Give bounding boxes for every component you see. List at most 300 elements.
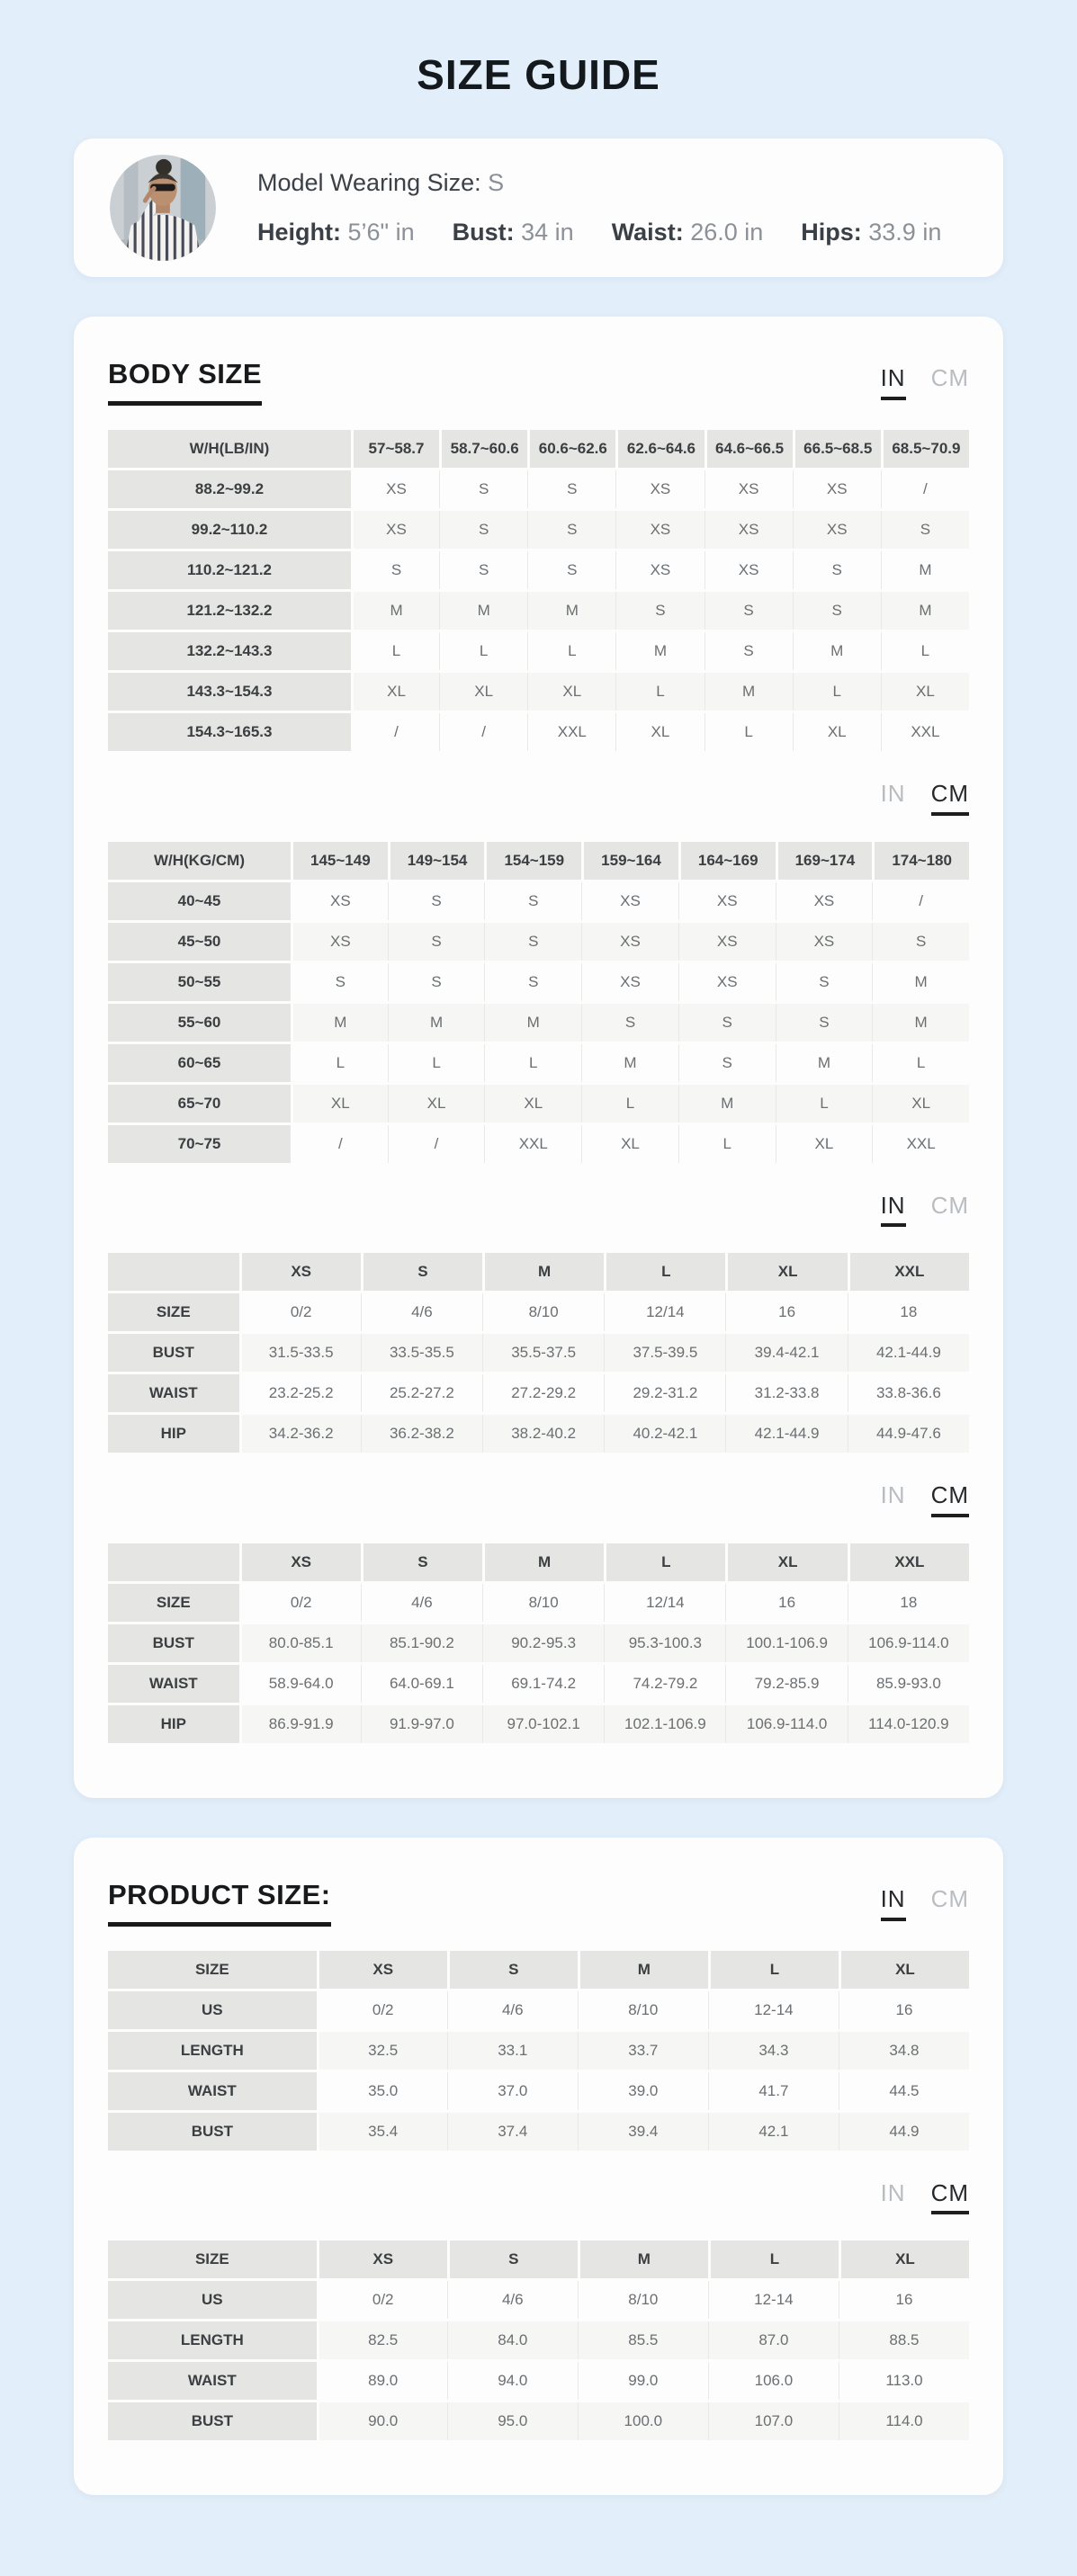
row-label-cell: WAIST (108, 1665, 239, 1703)
size-table (108, 427, 969, 754)
table-cell: 102.1-106.9 (604, 1705, 725, 1743)
table-cell: S (881, 511, 969, 549)
table-header-cell: 68.5~70.9 (881, 430, 969, 468)
table-cell: XL (793, 713, 881, 751)
table-cell: M (881, 551, 969, 589)
table-cell: 100.1-106.9 (725, 1624, 847, 1662)
table-cell: 69.1-74.2 (482, 1665, 604, 1703)
table-header-cell: L (708, 2241, 839, 2278)
table-cell: S (388, 963, 485, 1001)
product-size-title: PRODUCT SIZE: (108, 1879, 331, 1927)
table-cell: L (678, 1125, 776, 1163)
table-header-row (108, 842, 969, 880)
table-corner-cell (108, 1543, 239, 1581)
table-cell: XS (581, 882, 678, 920)
unit-toggle-row (108, 1193, 969, 1233)
table-header-cell: 64.6~66.5 (705, 430, 793, 468)
table-cell: S (439, 470, 527, 508)
table-cell: 31.2-33.8 (725, 1374, 847, 1412)
model-photo (110, 155, 216, 261)
stat-value: 5’6" in (340, 219, 415, 246)
table-cell: XS (291, 923, 388, 961)
row-label-cell: 40~45 (108, 882, 291, 920)
table-cell: 37.0 (447, 2072, 578, 2110)
stat-label: Bust: (452, 219, 515, 246)
table-cell: 89.0 (317, 2362, 447, 2400)
table-cell: 106.9-114.0 (725, 1705, 847, 1743)
unit-toggle-in[interactable]: IN (881, 1193, 906, 1228)
table-cell: XL (291, 1085, 388, 1123)
table-header-cell: 62.6~64.6 (615, 430, 704, 468)
unit-toggle-cm[interactable]: CM (931, 781, 969, 816)
table-cell: 87.0 (708, 2321, 839, 2359)
unit-toggle (881, 1886, 969, 1921)
table-cell: 44.9-47.6 (848, 1415, 969, 1453)
table-cell: S (705, 632, 793, 670)
table-cell: 8/10 (578, 2281, 708, 2319)
table-header-cell: XL (725, 1543, 847, 1581)
table-cell: XL (439, 673, 527, 711)
table-cell: 44.5 (839, 2072, 969, 2110)
table-cell: XS (615, 511, 704, 549)
unit-toggle (881, 365, 969, 400)
table-cell: 100.0 (578, 2402, 708, 2440)
table-row (108, 1334, 969, 1372)
table-cell: 33.7 (578, 2032, 708, 2070)
row-label-cell: 55~60 (108, 1004, 291, 1042)
table-cell: L (793, 673, 881, 711)
row-label-cell: LENGTH (108, 2321, 317, 2359)
table-cell: XS (793, 511, 881, 549)
table-row (108, 470, 969, 508)
row-label-cell: HIP (108, 1415, 239, 1453)
table-cell: S (484, 923, 581, 961)
table-cell: M (872, 963, 969, 1001)
table-cell: S (484, 882, 581, 920)
table-corner-cell: W/H(LB/IN) (108, 430, 351, 468)
table-header-cell: 58.7~60.6 (439, 430, 527, 468)
table-cell: 99.0 (578, 2362, 708, 2400)
table-cell: M (351, 592, 439, 630)
table-header-row (108, 1253, 969, 1291)
table-cell: / (388, 1125, 485, 1163)
table-cell: XS (351, 470, 439, 508)
table-header-cell: S (447, 1951, 578, 1989)
table-header-cell: S (361, 1543, 482, 1581)
table-header-cell: XS (239, 1253, 361, 1291)
unit-toggle (881, 1482, 969, 1517)
model-info-card (74, 139, 1003, 277)
table-row (108, 1374, 969, 1412)
table-cell: S (678, 1044, 776, 1082)
table-cell: 0/2 (239, 1584, 361, 1622)
table-header-cell: 164~169 (678, 842, 776, 880)
row-label-cell: WAIST (108, 2362, 317, 2400)
size-table (108, 2238, 969, 2443)
table-cell: 35.5-37.5 (482, 1334, 604, 1372)
model-wearing-size (257, 169, 941, 197)
table-cell: S (388, 882, 485, 920)
table-cell: L (527, 632, 615, 670)
body-size-first-toggle-slot (881, 365, 969, 406)
table-header-row (108, 1543, 969, 1581)
unit-toggle (881, 1193, 969, 1228)
table-cell: 33.1 (447, 2032, 578, 2070)
stat-label: Hips: (801, 219, 862, 246)
table-cell: / (872, 882, 969, 920)
table-cell: 44.9 (839, 2113, 969, 2151)
table-cell: XS (776, 882, 873, 920)
table-cell: 94.0 (447, 2362, 578, 2400)
table-row (108, 2032, 969, 2070)
row-label-cell: 60~65 (108, 1044, 291, 1082)
row-label-cell: LENGTH (108, 2032, 317, 2070)
row-label-cell: 110.2~121.2 (108, 551, 351, 589)
table-header-cell: L (708, 1951, 839, 1989)
table-cell: L (439, 632, 527, 670)
table-row (108, 2402, 969, 2440)
row-label-cell: 65~70 (108, 1085, 291, 1123)
row-label-cell: 121.2~132.2 (108, 592, 351, 630)
table-cell: XS (793, 470, 881, 508)
table-cell: 37.4 (447, 2113, 578, 2151)
table-cell: 41.7 (708, 2072, 839, 2110)
table-header-cell: 154~159 (484, 842, 581, 880)
model-avatar (110, 155, 216, 261)
table-row (108, 1415, 969, 1453)
table-cell: 114.0-120.9 (848, 1705, 969, 1743)
table-cell: S (527, 511, 615, 549)
table-row (108, 963, 969, 1001)
table-header-cell: 57~58.7 (351, 430, 439, 468)
unit-toggle-in[interactable]: IN (880, 2178, 906, 2206)
table-cell: XXL (527, 713, 615, 751)
table-cell: S (527, 470, 615, 508)
table-cell: L (615, 673, 704, 711)
table-cell: 86.9-91.9 (239, 1705, 361, 1743)
table-row (108, 592, 969, 630)
table-cell: XL (351, 673, 439, 711)
table-cell: XL (484, 1085, 581, 1123)
size-table (108, 1250, 969, 1455)
row-label-cell: WAIST (108, 2072, 317, 2110)
table-row (108, 1004, 969, 1042)
table-row (108, 632, 969, 670)
table-cell: 8/10 (482, 1293, 604, 1331)
row-label-cell: 99.2~110.2 (108, 511, 351, 549)
unit-toggle-cm[interactable]: CM (930, 1885, 969, 1913)
table-cell: 18 (848, 1584, 969, 1622)
table-cell: S (484, 963, 581, 1001)
table-cell: 64.0-69.1 (361, 1665, 482, 1703)
table-cell: 27.2-29.2 (482, 1374, 604, 1412)
table-cell: 12/14 (604, 1293, 725, 1331)
table-cell: M (705, 673, 793, 711)
table-cell: XL (581, 1125, 678, 1163)
table-cell: M (881, 592, 969, 630)
size-table (108, 1541, 969, 1746)
table-cell: 95.3-100.3 (604, 1624, 725, 1662)
table-cell: S (439, 551, 527, 589)
table-cell: 4/6 (447, 1991, 578, 2029)
row-label-cell: SIZE (108, 1584, 239, 1622)
table-cell: 95.0 (447, 2402, 578, 2440)
table-header-cell: 66.5~68.5 (793, 430, 881, 468)
table-cell: 16 (725, 1584, 847, 1622)
table-header-cell: L (604, 1543, 725, 1581)
table-cell: 16 (725, 1293, 847, 1331)
row-label-cell: 88.2~99.2 (108, 470, 351, 508)
table-cell: M (388, 1004, 485, 1042)
table-row (108, 923, 969, 961)
size-table (108, 839, 969, 1166)
table-cell: 39.0 (578, 2072, 708, 2110)
unit-toggle (881, 2180, 969, 2215)
table-cell: S (776, 1004, 873, 1042)
table-cell: 90.2-95.3 (482, 1624, 604, 1662)
table-cell: S (793, 551, 881, 589)
table-cell: M (581, 1044, 678, 1082)
table-row (108, 1705, 969, 1743)
table-cell: XS (615, 470, 704, 508)
table-cell: 74.2-79.2 (604, 1665, 725, 1703)
unit-toggle-cm[interactable]: CM (931, 2180, 969, 2215)
table-cell: 40.2-42.1 (604, 1415, 725, 1453)
table-cell: 106.9-114.0 (848, 1624, 969, 1662)
table-cell: 85.9-93.0 (848, 1665, 969, 1703)
table-cell: XL (872, 1085, 969, 1123)
body-size-header (108, 358, 969, 406)
stat-value: 33.9 in (861, 219, 942, 246)
table-cell: 85.5 (578, 2321, 708, 2359)
table-cell: M (291, 1004, 388, 1042)
wearing-size-value: S (488, 169, 505, 196)
table-cell: 79.2-85.9 (725, 1665, 847, 1703)
table-cell: 88.5 (839, 2321, 969, 2359)
table-cell: S (872, 923, 969, 961)
table-cell: L (776, 1085, 873, 1123)
table-header-cell: XXL (848, 1543, 969, 1581)
row-label-cell: 132.2~143.3 (108, 632, 351, 670)
table-header-cell: XL (839, 1951, 969, 1989)
product-size-first-toggle-slot (881, 1886, 969, 1927)
table-cell: 85.1-90.2 (361, 1624, 482, 1662)
table-cell: L (351, 632, 439, 670)
table-cell: 29.2-31.2 (604, 1374, 725, 1412)
table-cell: 37.5-39.5 (604, 1334, 725, 1372)
table-cell: 80.0-85.1 (239, 1624, 361, 1662)
table-cell: XL (615, 713, 704, 751)
table-cell: 32.5 (317, 2032, 447, 2070)
table-cell: L (881, 632, 969, 670)
table-cell: XXL (872, 1125, 969, 1163)
table-cell: 107.0 (708, 2402, 839, 2440)
table-row (108, 1665, 969, 1703)
table-header-cell: 159~164 (581, 842, 678, 880)
stat-label: Height: (257, 219, 341, 246)
table-row (108, 2072, 969, 2110)
table-cell: XL (527, 673, 615, 711)
table-cell: XS (678, 963, 776, 1001)
table-corner-cell (108, 1253, 239, 1291)
table-cell: 0/2 (317, 2281, 447, 2319)
body-size-tables (108, 427, 969, 1746)
row-label-cell: BUST (108, 2113, 317, 2151)
table-row (108, 2113, 969, 2151)
table-cell: / (351, 713, 439, 751)
row-label-cell: BUST (108, 1624, 239, 1662)
table-header-cell: XS (317, 1951, 447, 1989)
model-info-text (257, 169, 941, 246)
table-header-cell: M (482, 1543, 604, 1581)
table-row (108, 713, 969, 751)
table-header-cell: S (361, 1253, 482, 1291)
table-header-cell: S (447, 2241, 578, 2278)
table-cell: XS (615, 551, 704, 589)
model-measurements (257, 219, 941, 246)
table-header-cell: XXL (848, 1253, 969, 1291)
product-size-header (108, 1879, 969, 1927)
table-row (108, 1125, 969, 1163)
unit-toggle-cm[interactable]: CM (931, 1482, 969, 1517)
table-cell: M (615, 632, 704, 670)
table-cell: XS (678, 882, 776, 920)
table-cell: 4/6 (447, 2281, 578, 2319)
table-cell: 34.8 (839, 2032, 969, 2070)
table-cell: 12/14 (604, 1584, 725, 1622)
table-cell: XXL (881, 713, 969, 751)
table-cell: 25.2-27.2 (361, 1374, 482, 1412)
unit-toggle-row (108, 781, 969, 821)
table-cell: XS (581, 963, 678, 1001)
stat-value: 34 in (514, 219, 574, 246)
table-cell: XS (678, 923, 776, 961)
table-row (108, 511, 969, 549)
table-cell: 12-14 (708, 1991, 839, 2029)
table-cell: XXL (484, 1125, 581, 1163)
table-cell: / (881, 470, 969, 508)
table-cell: S (678, 1004, 776, 1042)
table-cell: XS (705, 511, 793, 549)
product-size-tables (108, 1948, 969, 2444)
table-cell: S (581, 1004, 678, 1042)
table-header-cell: XL (839, 2241, 969, 2278)
table-cell: 31.5-33.5 (239, 1334, 361, 1372)
stat-value: 26.0 in (683, 219, 764, 246)
table-cell: 38.2-40.2 (482, 1415, 604, 1453)
row-label-cell: BUST (108, 2402, 317, 2440)
table-cell: 106.0 (708, 2362, 839, 2400)
table-header-row (108, 1951, 969, 1989)
table-cell: M (776, 1044, 873, 1082)
table-cell: XL (776, 1125, 873, 1163)
table-row (108, 1991, 969, 2029)
unit-toggle-in[interactable]: IN (880, 1481, 906, 1509)
wearing-size-label: Model Wearing Size: (257, 169, 481, 196)
table-cell: M (678, 1085, 776, 1123)
unit-toggle-in[interactable]: IN (881, 365, 906, 400)
unit-toggle-cm[interactable]: CM (930, 1191, 969, 1219)
unit-toggle (881, 781, 969, 816)
model-stat (453, 219, 574, 246)
unit-toggle-in[interactable]: IN (880, 780, 906, 807)
table-cell: S (776, 963, 873, 1001)
model-stat (612, 219, 764, 246)
table-cell: M (484, 1004, 581, 1042)
table-row (108, 551, 969, 589)
table-cell: 0/2 (317, 1991, 447, 2029)
table-cell: L (484, 1044, 581, 1082)
table-row (108, 1085, 969, 1123)
table-header-cell: 145~149 (291, 842, 388, 880)
row-label-cell: 70~75 (108, 1125, 291, 1163)
row-label-cell: 50~55 (108, 963, 291, 1001)
table-header-cell: M (482, 1253, 604, 1291)
model-stat (257, 219, 415, 246)
unit-toggle-in[interactable]: IN (881, 1886, 906, 1921)
product-size-card (74, 1838, 1003, 2496)
table-header-cell: XS (317, 2241, 447, 2278)
table-cell: L (581, 1085, 678, 1123)
row-label-cell: US (108, 2281, 317, 2319)
table-cell: 4/6 (361, 1584, 482, 1622)
table-cell: / (439, 713, 527, 751)
table-cell: S (351, 551, 439, 589)
table-cell: 42.1-44.9 (725, 1415, 847, 1453)
table-corner-cell: SIZE (108, 1951, 317, 1989)
table-cell: S (615, 592, 704, 630)
table-cell: XS (776, 923, 873, 961)
table-cell: 113.0 (839, 2362, 969, 2400)
unit-toggle-cm[interactable]: CM (930, 364, 969, 392)
table-cell: M (527, 592, 615, 630)
table-cell: 90.0 (317, 2402, 447, 2440)
table-cell: 36.2-38.2 (361, 1415, 482, 1453)
table-cell: XL (881, 673, 969, 711)
model-stat (801, 219, 941, 246)
table-cell: S (793, 592, 881, 630)
table-row (108, 1293, 969, 1331)
row-label-cell: 154.3~165.3 (108, 713, 351, 751)
table-cell: 16 (839, 2281, 969, 2319)
row-label-cell: HIP (108, 1705, 239, 1743)
table-corner-cell: SIZE (108, 2241, 317, 2278)
table-cell: 33.5-35.5 (361, 1334, 482, 1372)
table-row (108, 1584, 969, 1622)
table-row (108, 2362, 969, 2400)
table-header-cell: 60.6~62.6 (527, 430, 615, 468)
table-cell: 34.3 (708, 2032, 839, 2070)
table-cell: M (872, 1004, 969, 1042)
body-size-title: BODY SIZE (108, 358, 262, 406)
table-cell: / (291, 1125, 388, 1163)
table-cell: 23.2-25.2 (239, 1374, 361, 1412)
table-cell: M (793, 632, 881, 670)
table-cell: 35.0 (317, 2072, 447, 2110)
table-cell: XS (705, 470, 793, 508)
table-cell: M (439, 592, 527, 630)
table-cell: L (872, 1044, 969, 1082)
table-header-cell: XL (725, 1253, 847, 1291)
row-label-cell: SIZE (108, 1293, 239, 1331)
table-cell: 84.0 (447, 2321, 578, 2359)
table-cell: 58.9-64.0 (239, 1665, 361, 1703)
table-cell: XS (705, 551, 793, 589)
row-label-cell: US (108, 1991, 317, 2029)
table-row (108, 2321, 969, 2359)
table-cell: 114.0 (839, 2402, 969, 2440)
table-cell: 39.4 (578, 2113, 708, 2151)
